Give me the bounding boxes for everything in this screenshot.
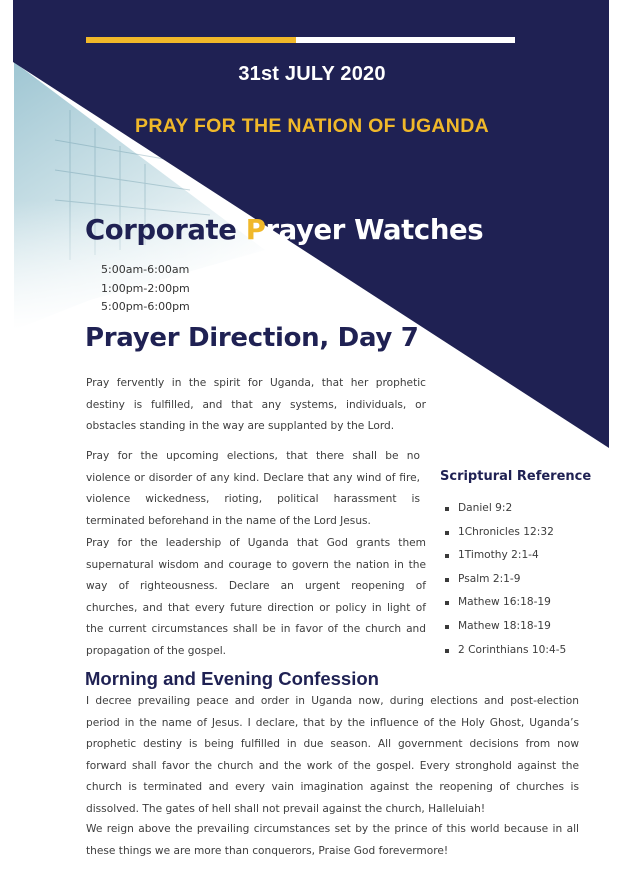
direction-paragraph: Pray for the leadership of Uganda that God grants them supernatural wisdom and courage to govern the nation in the way of righteousness. Declare an urgent reopening of churches, and that every future direction or policy in light of the current circumstances shall be in favor of the church and propagation of the gospel.: [86, 537, 426, 657]
title-part-1: Corporate: [85, 214, 246, 246]
theme-heading: PRAY FOR THE NATION OF UGANDA: [135, 115, 489, 137]
direction-paragraph: Pray for the upcoming elections, that there shall be no violence or disorder of any kind. Declare that any wind of fire, violence wickedness, rioting, political harassment is terminated beforehand in the name of the Lord Jesus.: [86, 450, 420, 527]
date-heading: 31st JULY 2020: [238, 63, 386, 85]
scripture-item: 1Chronicles 12:32: [444, 521, 566, 545]
prayer-direction-title: Prayer Direction, Day 7: [85, 323, 419, 353]
confession-closing: We reign above the prevailing circumstances set by the prince of this world because in all these things we are more than conquerors, Praise God forevermore!: [86, 823, 579, 857]
scripture-item: Daniel 9:2: [444, 497, 566, 521]
watch-times-list: [101, 261, 190, 317]
scripture-item: 1Timothy 2:1-4: [444, 544, 566, 568]
scripture-item: 2 Corinthians 10:4-5: [444, 639, 566, 663]
scripture-item: Mathew 16:18-19: [444, 591, 566, 615]
gold-bar: [86, 37, 296, 43]
scripture-list: [444, 497, 566, 662]
direction-paragraph: Pray fervently in the spirit for Uganda, that her prophetic destiny is fulfilled, and that any systems, individuals, or obstacles standing in the way are supplanted by the Lord.: [86, 377, 426, 432]
scripture-item: Psalm 2:1-9: [444, 568, 566, 592]
confession-title: Morning and Evening Confession: [85, 668, 379, 689]
watch-time: 1:00pm-2:00pm: [101, 281, 190, 295]
watch-time: 5:00pm-6:00pm: [101, 300, 190, 313]
title-highlight-letter: P: [245, 214, 266, 246]
title-part-2: rayer Watches: [265, 214, 484, 246]
watch-time: 5:00am-6:00am: [101, 263, 190, 276]
scripture-item: Mathew 18:18-19: [444, 615, 566, 639]
confession-paragraph: I decree prevailing peace and order in Uganda now, during elections and post-election period in the name of Jesus. I declare, that by the influence of the Holy Ghost, Uganda’s prophetic destiny is being fulfilled in due season. All government decisions from now forward shall favor the church and the work of the gospel. Every stronghold against the church is terminated and every vain imagination against the reopening of churches is dissolved. The gates of hell shall not prevail against the church, Halleluiah!: [86, 695, 579, 815]
scriptural-reference-title: Scriptural Reference: [440, 469, 592, 484]
prayer-watches-title: [85, 214, 483, 246]
white-bar: [296, 37, 515, 43]
